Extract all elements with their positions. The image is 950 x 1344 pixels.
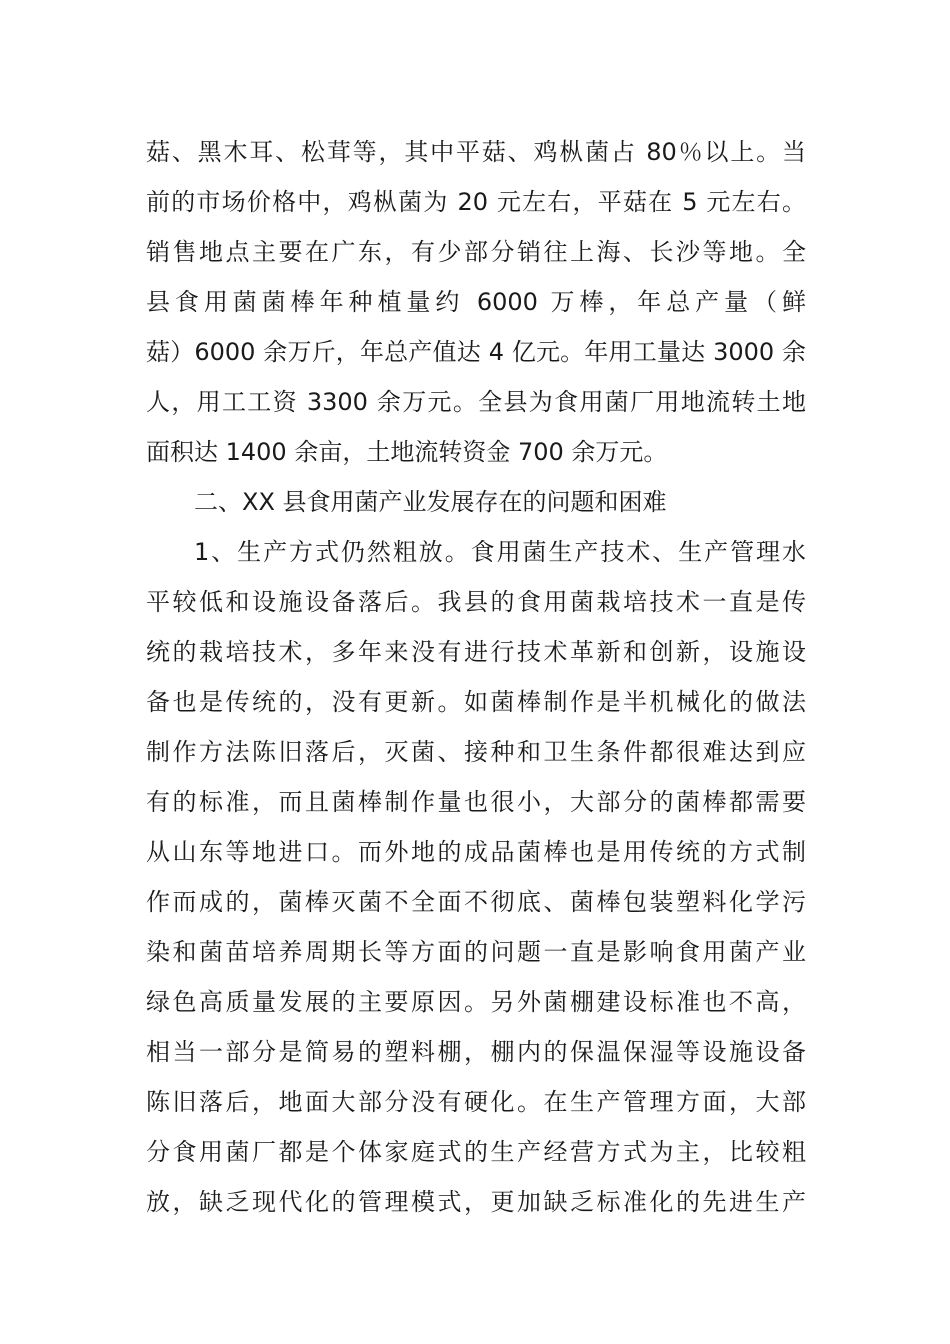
text-line: 放，缺乏现代化的管理模式，更加缺乏标准化的先进生产 xyxy=(146,1188,806,1216)
section-heading: 二、XX 县食用菌产业发展存在的问题和困难 xyxy=(194,488,667,516)
text-line: 作而成的，菌棒灭菌不全面不彻底、菌棒包装塑料化学污 xyxy=(146,888,806,916)
paragraph-first-line: 1、生产方式仍然粗放。食用菌生产技术、生产管理水 xyxy=(194,538,806,566)
text-line: 平较低和设施设备落后。我县的食用菌栽培技术一直是传 xyxy=(146,588,806,616)
text-line: 菇、黑木耳、松茸等，其中平菇、鸡枞菌占 80％以上。当 xyxy=(146,138,806,166)
text-line: 制作方法陈旧落后，灭菌、接种和卫生条件都很难达到应 xyxy=(146,738,806,766)
text-line: 备也是传统的，没有更新。如菌棒制作是半机械化的做法 xyxy=(146,688,806,716)
text-line: 染和菌苗培养周期长等方面的问题一直是影响食用菌产业 xyxy=(146,938,806,966)
text-line: 从山东等地进口。而外地的成品菌棒也是用传统的方式制 xyxy=(146,838,806,866)
text-line: 县食用菌菌棒年种植量约 6000 万棒，年总产量（鲜 xyxy=(146,288,806,316)
text-line: 菇）6000 余万斤，年总产值达 4 亿元。年用工量达 3000 余 xyxy=(146,338,806,366)
text-line: 统的栽培技术，多年来没有进行技术革新和创新，设施设 xyxy=(146,638,806,666)
text-line: 面积达 1400 余亩，土地流转资金 700 余万元。 xyxy=(146,438,668,466)
text-line: 绿色高质量发展的主要原因。另外菌棚建设标准也不高， xyxy=(146,988,806,1016)
text-line: 人，用工工资 3300 余万元。全县为食用菌厂用地流转土地 xyxy=(146,388,806,416)
text-line: 相当一部分是简易的塑料棚，棚内的保温保湿等设施设备 xyxy=(146,1038,806,1066)
text-line: 前的市场价格中，鸡枞菌为 20 元左右，平菇在 5 元左右。 xyxy=(146,188,806,216)
text-line: 陈旧落后，地面大部分没有硬化。在生产管理方面，大部 xyxy=(146,1088,806,1116)
text-line: 销售地点主要在广东，有少部分销往上海、长沙等地。全 xyxy=(146,238,806,266)
text-line: 有的标准，而且菌棒制作量也很小，大部分的菌棒都需要 xyxy=(146,788,806,816)
text-line: 分食用菌厂都是个体家庭式的生产经营方式为主，比较粗 xyxy=(146,1138,806,1166)
